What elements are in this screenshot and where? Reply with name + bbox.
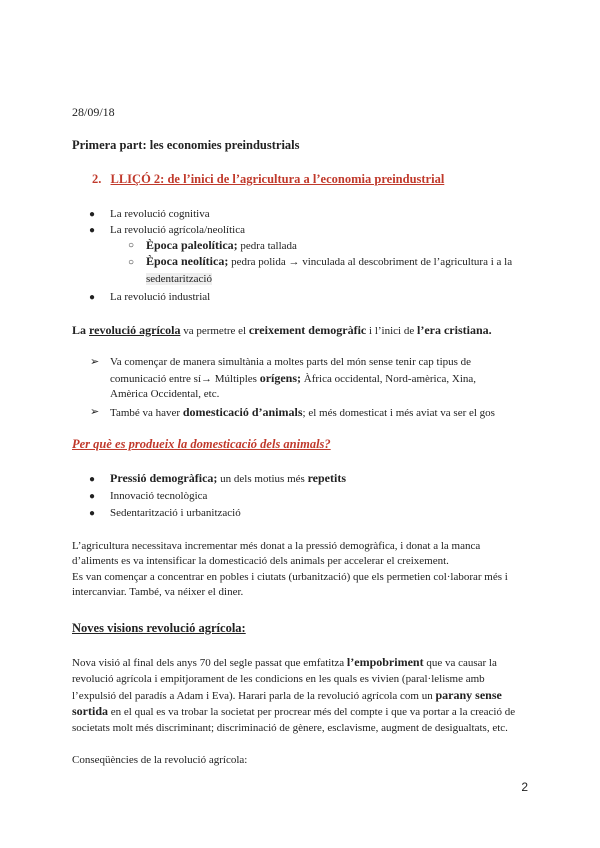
arrow-item: També va haver domesticació d’animals; el més domesticat i més aviat va ser el gos: [110, 405, 495, 419]
section-heading: Noves visions revolució agrícola:: [72, 621, 246, 635]
circle-bullet-icon: ○: [128, 240, 135, 251]
bullet-icon: ●: [89, 508, 96, 519]
paragraph-new-visions: Nova visió al final dels anys 70 del segle passat que emfatitza l’empobriment que va causar la revolució agrícola i empitjorament de les condicions en les quals es vivien (paral·lelisme amb l’expulsió del paradís a Adam i Eva). Harari parla de la revolució agrícola com un parany sense sortida en el qual es va trobar la societat per procrear més del compte i que va portar a la creació de societats molt més discriminant; discriminació de gènere, esclavisme, augment de desigualtats, etc.: [72, 655, 516, 735]
arrow-item: Va començar de manera simultània a moltes parts del món sense tenir cap tipus de comunicació entre sí→ Múltiples orígens; Àfrica occidental, Nord-amèrica, Xina, Amèrica Occidental, etc.: [110, 356, 477, 400]
sub-list-item: Època neolítica; pedra polida → vinculada al descobriment de l’agricultura i a la: [146, 254, 513, 268]
paragraph-agriculture: L’agricultura necessitava incrementar més donat a la pressió demogràfica, i donat a la manca d’aliments es va intensificar la domesticació dels animals per accelerar el creixement. Es van començar a concentrar en pobles i ciutats (urbanització) que els permetien col·laborar més i intercanviar. També, va néixer el diner.: [72, 540, 508, 599]
list-item: La revolució cognitiva: [110, 208, 210, 220]
list-item: La revolució industrial: [110, 291, 211, 303]
part-title: Primera part: les economies preindustrials: [72, 138, 300, 152]
list-item: La revolució agrícola/neolítica: [110, 224, 245, 236]
bullet-icon: ●: [89, 474, 96, 485]
highlighted-text: sedentarització: [146, 273, 212, 285]
lesson-title: LLIÇÓ 2: de l’inici de l’agricultura a l’economia preindustrial: [110, 172, 445, 186]
intro-sentence: La revolució agrícola va permetre el creixement demogràfic i l’inici de l’era cristiana.: [72, 323, 492, 337]
list-item: Sedentarització i urbanització: [110, 507, 241, 519]
lesson-heading: [92, 172, 444, 187]
consequences-heading: Conseqüències de la revolució agrícola:: [72, 754, 248, 766]
circle-bullet-icon: ○: [128, 257, 135, 268]
bullet-icon: ●: [89, 292, 96, 303]
lesson-number: 2.: [92, 172, 102, 186]
list-item: Pressió demogràfica; un dels motius més repetits: [110, 471, 346, 485]
question-heading: Per què es produeix la domesticació dels animals?: [72, 437, 331, 451]
date: 28/09/18: [72, 105, 115, 119]
arrow-bullet-icon: ➢: [90, 356, 100, 368]
bullet-icon: ●: [89, 209, 96, 220]
bullet-icon: ●: [89, 225, 96, 236]
bullet-icon: ●: [89, 491, 96, 502]
list-item: Innovació tecnològica: [110, 490, 208, 502]
page-number: 2: [521, 780, 528, 794]
sub-list-item: Època paleolítica; pedra tallada: [146, 238, 297, 252]
arrow-bullet-icon: ➢: [90, 406, 100, 418]
